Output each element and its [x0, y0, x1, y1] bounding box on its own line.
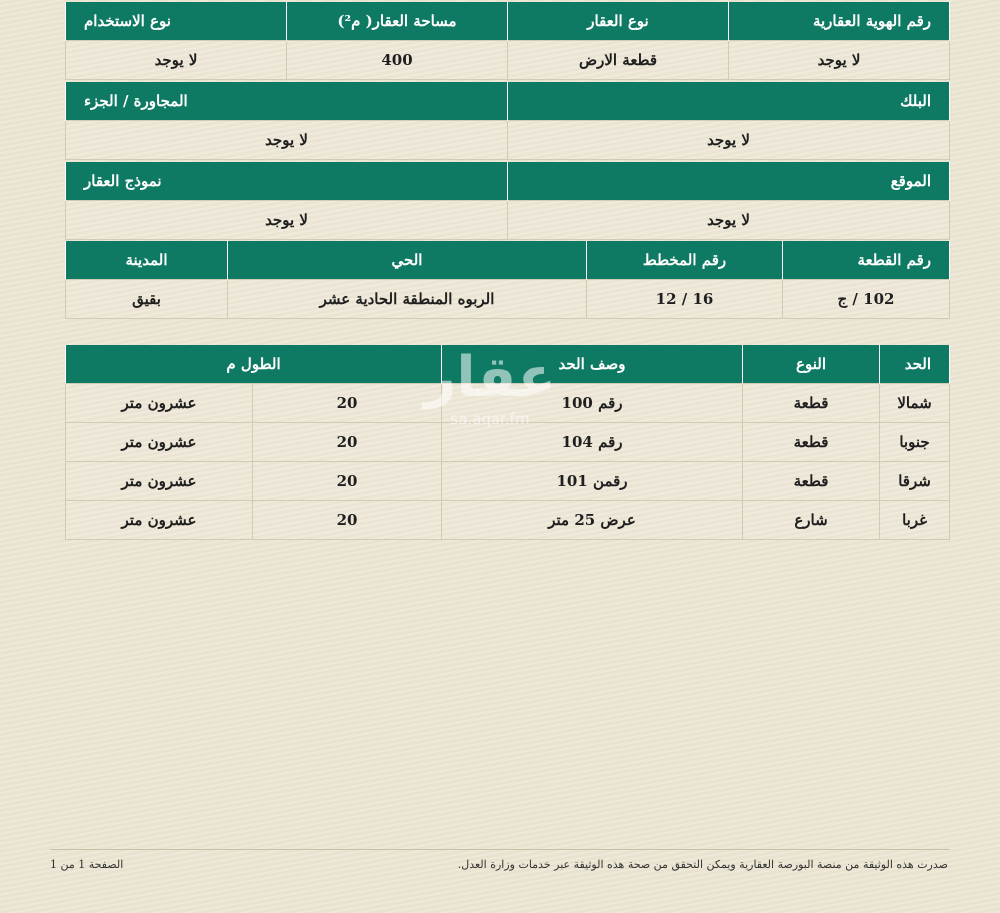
boundaries-table [65, 345, 950, 540]
header-location: الموقع [508, 162, 950, 201]
watermark-logo: عقار [424, 345, 556, 410]
header-neighborhood-part: المجاورة / الجزء [66, 82, 508, 121]
boundary-type: قطعة [743, 384, 880, 423]
header-scheme-number: رقم المخطط [587, 241, 783, 280]
watermark-url: sa.aqar.fm [450, 410, 530, 428]
boundary-description: عرض 25 متر [442, 501, 743, 540]
value-property-area: 400 [287, 41, 508, 80]
value-property-type: قطعة الارض [508, 41, 729, 80]
table-row [66, 384, 950, 423]
header-district: الحي [228, 241, 587, 280]
value-location: لا يوجد [508, 201, 950, 240]
footer-note: صدرت هذه الوثيقة من منصة البورصة العقارية ويمكن التحقق من صحة هذه الوثيقة عبر خدمات وزارة العدل. [457, 858, 948, 871]
value-property-model: لا يوجد [66, 201, 508, 240]
boundary-length-text: عشرون متر [66, 501, 253, 540]
boundary-length-text: عشرون متر [66, 462, 253, 501]
boundary-side: شرقا [880, 462, 950, 501]
plot-table [65, 241, 950, 319]
value-city: بقيق [66, 280, 228, 319]
header-type: النوع [743, 345, 880, 384]
boundary-description: رقم 104 [442, 423, 743, 462]
header-property-area: مساحة العقار( م²) [287, 2, 508, 41]
location-table [65, 162, 950, 240]
property-info-table [65, 2, 950, 80]
boundary-type: شارع [743, 501, 880, 540]
boundary-type: قطعة [743, 462, 880, 501]
header-property-id: رقم الهوية العقارية [729, 2, 950, 41]
value-usage-type: لا يوجد [66, 41, 287, 80]
value-district: الربوه المنطقة الحادية عشر [228, 280, 587, 319]
boundary-type: قطعة [743, 423, 880, 462]
header-length: الطول م [66, 345, 442, 384]
boundary-length-text: عشرون متر [66, 384, 253, 423]
boundary-description: رقم 100 [442, 384, 743, 423]
header-property-type: نوع العقار [508, 2, 729, 41]
table-row [66, 462, 950, 501]
boundary-length: 20 [253, 501, 442, 540]
boundary-side: غربا [880, 501, 950, 540]
header-city: المدينة [66, 241, 228, 280]
header-boundary: الحد [880, 345, 950, 384]
header-plot-number: رقم القطعة [783, 241, 950, 280]
footer-divider [50, 849, 950, 850]
boundary-length-text: عشرون متر [66, 423, 253, 462]
value-block: لا يوجد [508, 121, 950, 160]
value-scheme-number: 16 / 12 [587, 280, 783, 319]
header-property-model: نموذج العقار [66, 162, 508, 201]
boundary-length: 20 [253, 462, 442, 501]
boundary-side: شمالا [880, 384, 950, 423]
value-plot-number: 102 / ج [783, 280, 950, 319]
value-property-id: لا يوجد [729, 41, 950, 80]
page-number: الصفحة 1 من 1 [50, 858, 124, 871]
block-table [65, 82, 950, 160]
boundary-description: رقمن 101 [442, 462, 743, 501]
value-neighborhood-part: لا يوجد [66, 121, 508, 160]
table-row [66, 423, 950, 462]
header-boundary-description: وصف الحد [442, 345, 743, 384]
header-usage-type: نوع الاستخدام [66, 2, 287, 41]
boundary-length: 20 [253, 384, 442, 423]
header-block: البلك [508, 82, 950, 121]
table-row [66, 501, 950, 540]
boundary-length: 20 [253, 423, 442, 462]
boundary-side: جنوبا [880, 423, 950, 462]
